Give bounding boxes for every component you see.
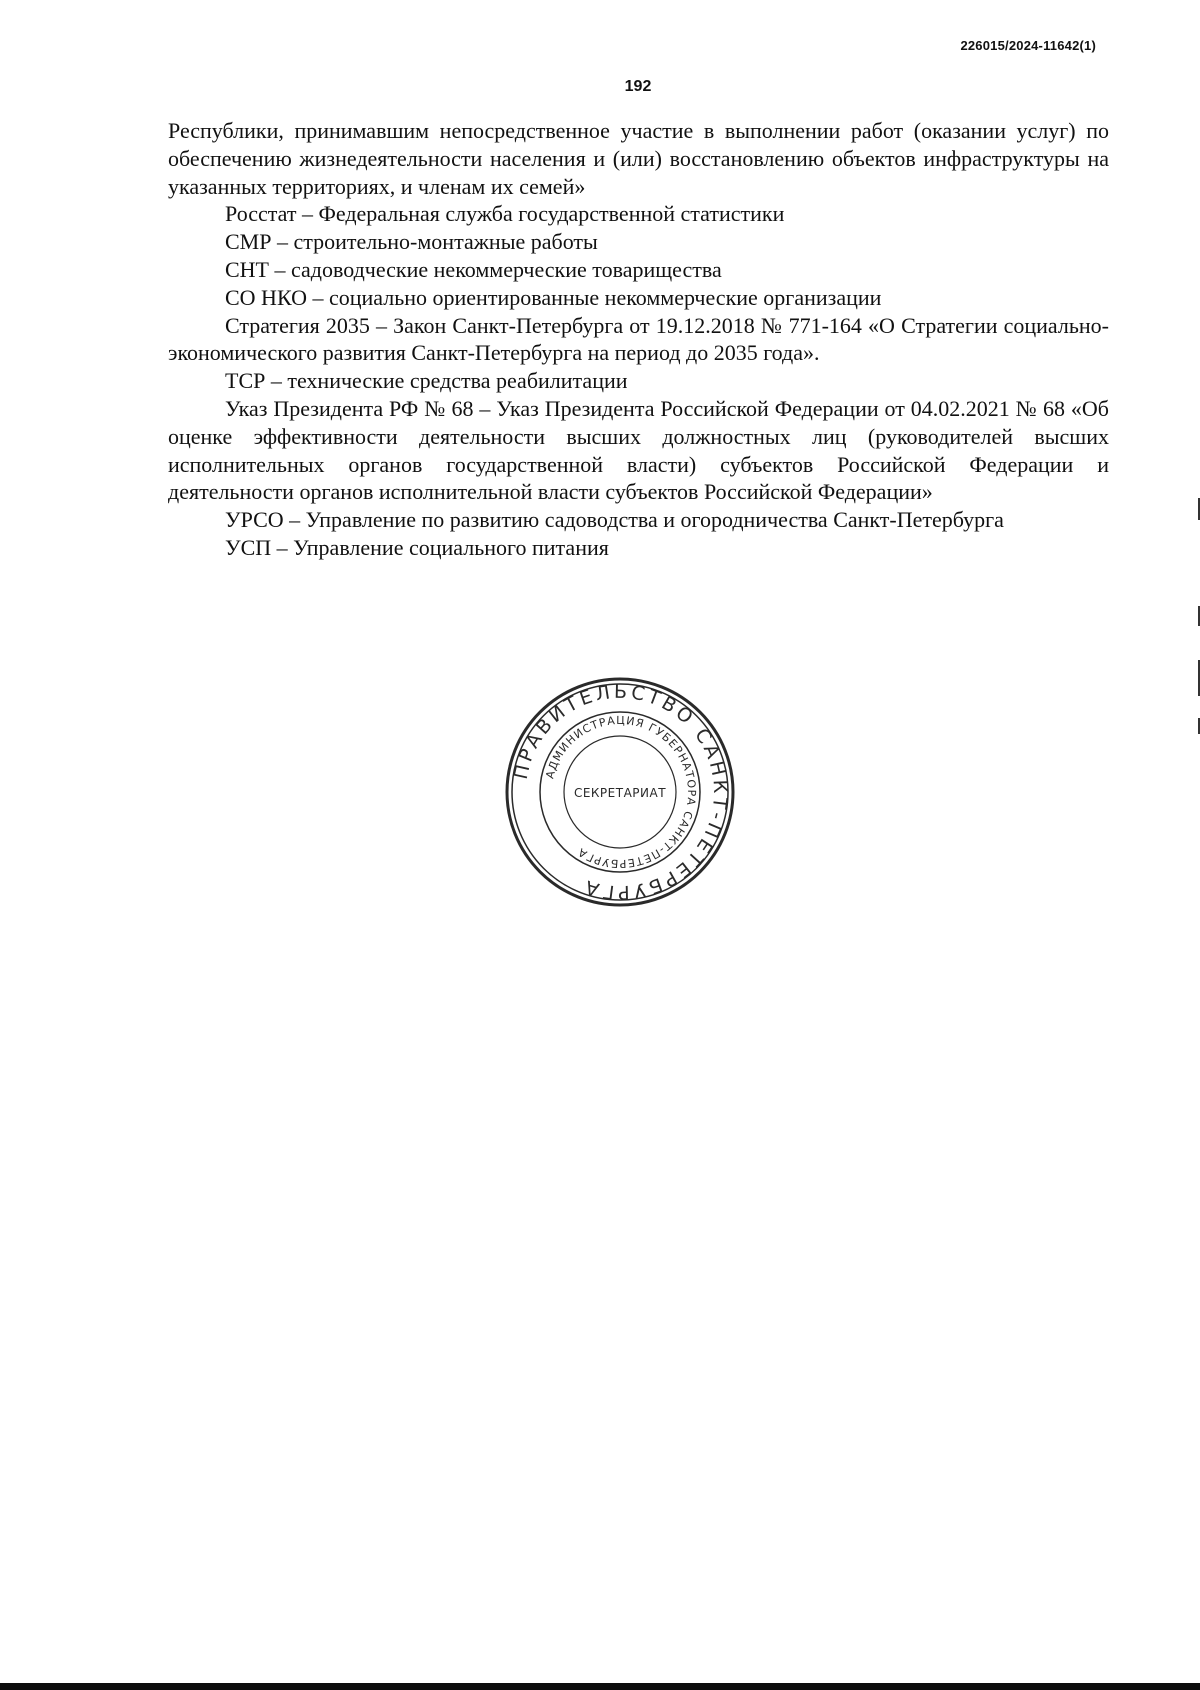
official-seal [504,676,736,908]
document-number: 226015/2024-11642(1) [960,38,1096,53]
abbreviation-entry-usp: УСП – Управление социального питания [225,534,609,560]
continuation-paragraph: Республики, принимавшим непосредственное участие в выполнении работ (оказании услуг) по обеспечению жизнедеятельности населения и (или) восстановлению объектов инфраструктуры на указанных территориях, и членам их семей» [168,118,1109,199]
scan-edge-marks [1194,0,1200,1690]
abbreviation-entry-presidential-decree: Указ Президента РФ № 68 – Указ Президента Российской Федерации от 04.02.2021 № 68 «Об оценке эффективности деятельности высших должностных лиц (руководителей высших исполнительных органов государственной власти) субъектов Российской Федерации и деятельности органов исполнительной власти субъектов Российской Федерации» [168,395,1109,505]
abbreviation-entry-urso: УРСО – Управление по развитию садоводства и огородничества Санкт-Петербурга [225,507,1004,533]
seal-center-text: СЕКРЕТАРИАТ [573,786,667,800]
official-seal-graphic [504,676,736,908]
seal-outer-text: ПРАВИТЕЛЬСТВО САНКТ-ПЕТЕРБУРГА [509,680,732,904]
abbreviation-entry-tsr: ТСР – технические средства реабилитации [225,368,628,394]
abbreviation-entry-smr: СМР – строительно-монтажные работы [225,229,598,255]
seal-inner-text: АДМИНИСТРАЦИЯ ГУБЕРНАТОРА САНКТ-ПЕТЕРБУРГА [543,713,699,871]
abbreviation-entry-so-nko: СО НКО – социально ориентированные некоммерческие организации [225,284,882,310]
document-body [168,117,1109,562]
abbreviation-entry-strategy-2035: Стратегия 2035 – Закон Санкт-Петербурга от 19.12.2018 № 771-164 «О Стратегии социально-экономического развития Санкт-Петербурга на период до 2035 года». [168,312,1109,366]
abbreviation-entry-rosstat: Росстат – Федеральная служба государственной статистики [225,201,785,227]
page-number: 192 [624,78,652,95]
abbreviation-entry-snt: СНТ – садоводческие некоммерческие товарищества [225,256,722,282]
scan-bottom-border [0,1683,1200,1690]
